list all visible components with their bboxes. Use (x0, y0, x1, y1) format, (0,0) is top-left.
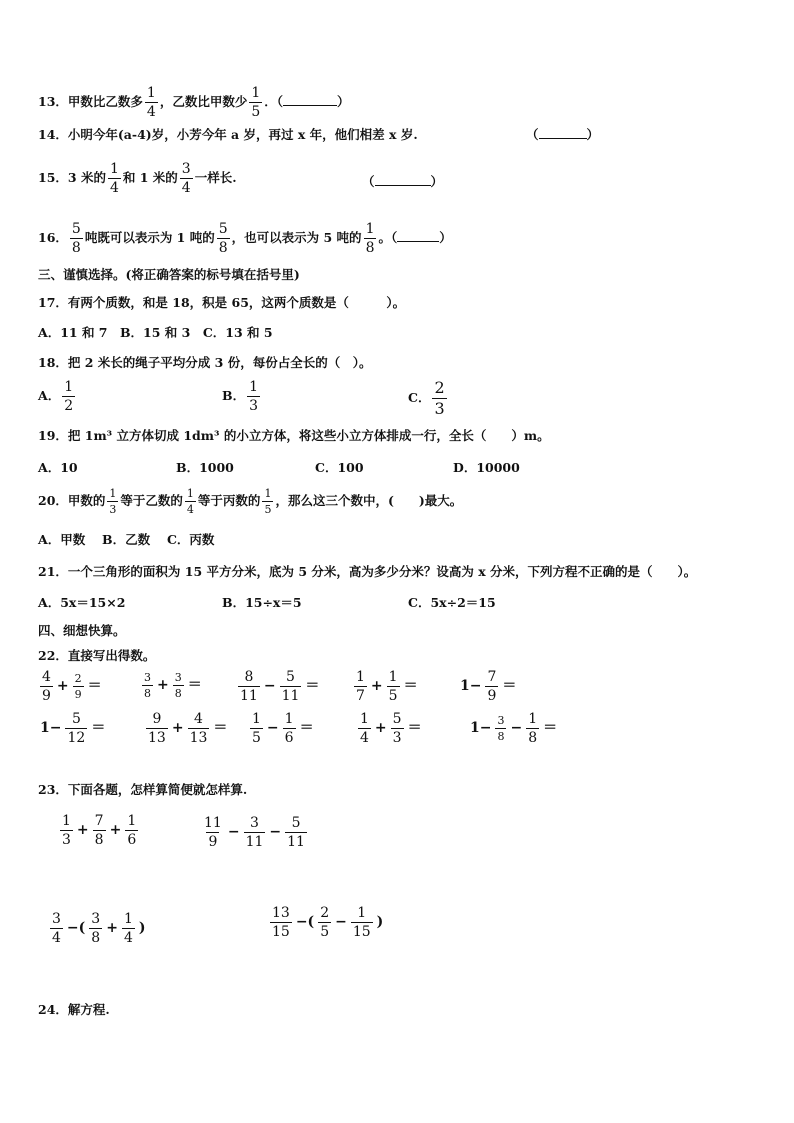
q22-item-10: 1− $\frac{3}{8}$ − $\frac{1}{8}$ ＝ (470, 711, 558, 746)
q16-text-c: ，也可以表示为 5 吨的 (231, 230, 362, 245)
q14-answer: （ ） (526, 127, 600, 142)
q23-item-3: $\frac{3}{4}$ −( $\frac{3}{8}$ + $\frac{1}{4}$ ) (52, 911, 146, 946)
q15-fraction-2: $\frac{3}{4}$ (181, 161, 191, 196)
q13-fraction-2: $\frac{1}{5}$ (251, 85, 261, 120)
q15-text-c: 一样长. (194, 170, 237, 185)
q16-answer-blank[interactable] (397, 231, 439, 242)
q16-text-b: 吨既可以表示为 1 吨的 (84, 230, 215, 245)
q18-option-c: C． $\frac{2}{3}$ (408, 378, 445, 418)
q22-item-8: $\frac{1}{5}$ − $\frac{1}{6}$ ＝ (252, 711, 314, 746)
question-15 (38, 162, 237, 195)
q13-text-d: ） (337, 94, 350, 109)
question-22: 22．直接写出得数。 (38, 648, 156, 663)
q15-text-b: 和 1 米的 (122, 170, 178, 185)
question-21: 21．一个三角形的面积为 15 平方分米，底为 5 分米，高为多少分米？设高为 x 分米，下列方程不正确的是（ ）。 (38, 564, 697, 579)
q19-option-a: A．10 (38, 460, 78, 475)
q20-fraction-1: $\frac{1}{3}$ (109, 487, 117, 516)
q19-option-b: B．1000 (176, 460, 234, 475)
question-17: 17．有两个质数，和是 18，积是 65，这两个质数是（ ）。 (38, 295, 406, 310)
q18-option-a-fraction: $\frac{1}{2}$ (64, 379, 74, 414)
q20-text-c: 等于丙数的 (197, 493, 261, 508)
q22-item-6: 1− $\frac{5}{12}$ ＝ (40, 711, 106, 746)
q14-text: 14．小明今年(a-4)岁，小芳今年 a 岁，再过 x 年，他们相差 x 岁. (38, 127, 418, 142)
q16-number: 16． (38, 230, 68, 245)
question-23: 23．下面各题，怎样算简便就怎样算. (38, 782, 248, 797)
q22-item-2: $\frac{3}{8}$ + $\frac{3}{8}$ ＝ (144, 671, 202, 700)
q13-number: 13． (38, 94, 68, 109)
q17-options: A．11 和 7 B．15 和 3 C．13 和 5 (38, 325, 273, 340)
q16-fraction-2: $\frac{5}{8}$ (218, 221, 228, 256)
q13-fraction-1: $\frac{1}{4}$ (146, 85, 156, 120)
q21-option-b: B．15÷x＝5 (222, 595, 302, 610)
q16-text-d: 。（ (378, 230, 398, 245)
q16-fraction-1: $\frac{5}{8}$ (71, 221, 81, 256)
question-24: 24．解方程. (38, 1002, 110, 1017)
q22-item-7: $\frac{9}{13}$ + $\frac{4}{13}$ ＝ (148, 711, 228, 746)
q19-option-c: C．100 (315, 460, 364, 475)
q15-fraction-1: $\frac{1}{4}$ (109, 161, 119, 196)
section-4-heading: 四、细想快算。 (38, 623, 126, 638)
q13-text-b: ，乙数比甲数少 (159, 94, 248, 109)
q23-item-4: $\frac{13}{15}$ −( $\frac{2}{5}$ − $\frac{1}{15}$ ) (272, 905, 384, 940)
q13-text-a: 甲数比乙数多 (67, 94, 143, 109)
q21-option-c: C．5x÷2＝15 (408, 595, 496, 610)
q16-text-e: ） (439, 230, 452, 245)
q13-text-c: ．（ (264, 94, 284, 109)
question-20 (38, 488, 462, 515)
q22-item-4: $\frac{1}{7}$ + $\frac{1}{5}$ ＝ (356, 669, 418, 704)
q18-option-c-fraction: $\frac{2}{3}$ (434, 378, 445, 418)
question-16 (38, 222, 452, 255)
q20-text-a: 20．甲数的 (38, 493, 106, 508)
q20-fraction-3: $\frac{1}{5}$ (264, 487, 272, 516)
q15-text-a: 15．3 米的 (38, 170, 106, 185)
q15-answer-blank[interactable] (375, 175, 431, 186)
q22-item-1: $\frac{4}{9}$ + $\frac{2}{9}$ ＝ (42, 669, 102, 704)
q16-fraction-3: $\frac{1}{8}$ (365, 221, 375, 256)
q18-option-b-fraction: $\frac{1}{3}$ (249, 379, 258, 414)
q22-item-9: $\frac{1}{4}$ + $\frac{5}{3}$ ＝ (360, 711, 422, 746)
question-14 (38, 125, 418, 143)
section-3-heading: 三、谨慎选择。(将正确答案的标号填在括号里) (38, 267, 300, 282)
question-13 (38, 86, 350, 119)
q20-text-b: 等于乙数的 (120, 493, 183, 508)
q22-item-3: $\frac{8}{11}$ − $\frac{5}{11}$ ＝ (240, 669, 320, 704)
q15-answer: （ ） (362, 174, 444, 189)
question-18: 18．把 2 米长的绳子平均分成 3 份，每份占全长的（ ）。 (38, 355, 372, 370)
question-19: 19．把 1m³ 立方体切成 1dm³ 的小立方体，将这些小立方体排成一行，全长（ ）m。 (38, 428, 550, 443)
q20-fraction-2: $\frac{1}{4}$ (186, 487, 194, 516)
q19-option-d: D．10000 (453, 460, 520, 475)
q23-item-1: $\frac{1}{3}$ + $\frac{7}{8}$ + $\frac{1}{6}$ (62, 813, 137, 848)
q20-options: A．甲数 B．乙数 C．丙数 (38, 532, 215, 547)
q18-option-a: A． $\frac{1}{2}$ (38, 379, 74, 414)
q14-answer-blank[interactable] (539, 128, 587, 139)
q21-option-a: A．5x＝15×2 (38, 595, 126, 610)
q13-answer-blank[interactable] (283, 95, 337, 106)
q22-item-5: 1− $\frac{7}{9}$ ＝ (460, 669, 517, 704)
q23-item-2: $\frac{11}{9}$ − $\frac{3}{11}$ − $\frac{5}{11}$ (204, 815, 305, 850)
q18-option-b: B． $\frac{1}{3}$ (222, 379, 258, 414)
q20-text-d: ，那么这三个数中，( )最大。 (275, 493, 463, 508)
